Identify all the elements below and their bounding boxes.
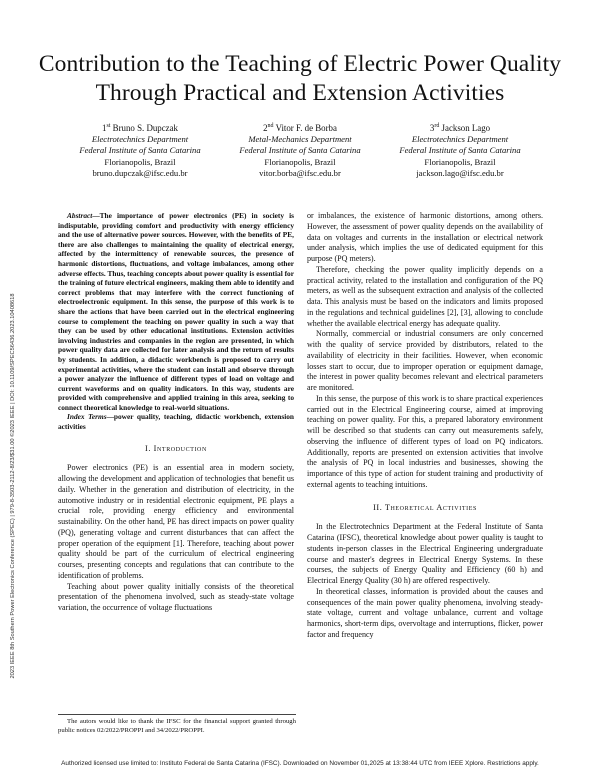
- author-department: Metal-Mechanics Department: [248, 134, 352, 145]
- author-email: bruno.dupczak@ifsc.edu.br: [92, 167, 188, 178]
- body-paragraph: In this sense, the purpose of this work is to share practical experiences carried out in the Electrical Engineering course, aimed at improving teaching on power quality. For this, a prepared laboratory environment will be described so that students can carry out measurements safely, observing the influence of different types of load on PQ indicators. Additionally, reports are presented on extension activities that involve the analysis of PQ in local industries and businesses, showing the importance of this type of action for student training and productivity of external agents to teaching intuitions.: [307, 393, 543, 489]
- author-institution: Federal Institute of Santa Catarina: [399, 145, 521, 156]
- author-institution: Federal Institute of Santa Catarina: [79, 145, 201, 156]
- license-notice: Authorized licensed use limited to: Instituto Federal de Santa Catarina (IFSC). Downloaded on November 01,2025 at 13:38:44 UTC from IEEE Xplore. Restrictions apply.: [61, 760, 539, 767]
- author-city: Florianopolis, Brazil: [424, 156, 496, 167]
- index-terms: Index Terms—power quality, teaching, didactic workbench, extension activities: [58, 412, 294, 432]
- body-paragraph: Normally, commercial or industrial consumers are only concerned with the quality of service provided by distributors, related to the availability of electricity in their facilities. However, when economic losses start to occur, due to improper operation or equipment damage, the interest in power quality becomes relevant and electrical parameters are monitored.: [307, 329, 543, 392]
- body-paragraph: In theoretical classes, information is provided about the causes and consequences of the main power quality phenomena, involving steady-state voltage, current and voltage unbalance, current and voltage harmonics, short-term dips, overvoltage and interruptions, flicker, power factor and frequency: [307, 586, 543, 639]
- section-heading-introduction: I. Introduction: [145, 443, 207, 453]
- section-heading-theoretical-activities: II. Theoretical Activities: [373, 502, 477, 512]
- author-name: 1st Bruno S. Dupczak: [102, 122, 178, 133]
- abstract-paragraph: Abstract—The importance of power electronics (PE) in society is indisputable, providing comfort and productivity with energy efficiency and the use of alternative power sources. However, with the benefits of PE, there are also challenges to maintaining the quality of electrical energy, affected by the intermittency of renewable sources, the presence of harmonic distortions, fluctuations, and voltage imbalances, among other adverse effects. Thus, teaching concepts about power quality is essential for the training of future electrical engineers, making them able to identify and correct problems that may interfere with the correct functioning of electroelectronic equipment. In this sense, the purpose of this work is to share the actions that have been carried out in the electrical engineering course to complement the teaching on power quality in such a way that they can be used by other educational institutions. Extension activities involving industries and companies in the region are presented, in which power quality data are collected for later analysis and the return of results by students. In addition, a didactic workbench is proposed to carry out experimental activities, where the student can install and observe through a power analyzer the influence of different types of load on voltage and current waveforms and on quality indicators. In this way, students are provided with comprehensive and applied training in this area, seeking to connect theoretical knowledge to real-world situations.: [58, 211, 294, 412]
- paper-title: Contribution to the Teaching of Electric Power Quality Through Practical and Extension Activities: [38, 51, 562, 106]
- body-paragraph: or imbalances, the existence of harmonic distortions, among others. However, the assessment of power quality depends on the availability of data on voltages and currents in the installation or electrical network under analysis, which implies the use of dedicated equipment for this purpose (PQ meters).: [307, 211, 543, 263]
- author-institution: Federal Institute of Santa Catarina: [239, 145, 361, 156]
- left-column: [58, 211, 294, 614]
- body-paragraph: Therefore, checking the power quality implicitly depends on a practical activity, related to the installation and configuration of the PQ meters, as well as the subsequent extraction and analysis of the collected data. This analysis must be based on the indicators and limits proposed in the regulations and technical guidelines [2], [3], allowing to conclude whether the available electrical energy has adequate quality.: [307, 264, 543, 328]
- author-email: jackson.lago@ifsc.edu.br: [416, 167, 504, 178]
- author-city: Florianopolis, Brazil: [264, 156, 336, 167]
- author-3: [360, 121, 560, 179]
- body-paragraph: In the Electrotechnics Department at the Federal Institute of Santa Catarina (IFSC), theoretical knowledge about power quality is taught to students in-person classes in the Electrical Engineering undergraduate course and master's degrees in Electrical Energy Systems. In these courses, the subjects of Energy Quality and Efficiency (60 h) and Electrical Energy Quality (30 h) are offered respectively.: [307, 522, 543, 585]
- author-block: [0, 121, 600, 191]
- author-city: Florianopolis, Brazil: [104, 156, 176, 167]
- footnote: The autors would like to thank the IFSC for the financial support granted through public notices 02/2022/PROPPI and 34/2022/PROPPI.: [58, 714, 296, 735]
- author-name: 2nd Vitor F. de Borba: [263, 122, 337, 133]
- body-paragraph: Teaching about power quality initially consists of the theoretical presentation of the phenomena involved, such as steady-state voltage variation, the occurrence of voltage fluctuations: [58, 581, 294, 613]
- abstract: [58, 211, 294, 432]
- author-department: Electrotechnics Department: [91, 134, 189, 145]
- right-column: [307, 211, 543, 641]
- body-paragraph: Power electronics (PE) is an essential area in modern society, allowing the development and application of technologies that benefit us daily. Whether in the generation and distribution of electricity, in the automotive industry or in residential electronic equipment, PE plays a crucial role, providing energy efficiency and environmental sustainability. On the other hand, PE has direct impacts on power quality (PQ), generating voltage and current disturbances that can affect the proper operation of the equipment [1]. Therefore, teaching about power quality should be part of the curriculum of electrical engineering courses, presenting concepts and regulations that can contribute to the identification of problems.: [58, 463, 294, 580]
- author-email: vitor.borba@ifsc.edu.br: [259, 167, 341, 178]
- conference-sidebar: [8, 236, 18, 736]
- author-department: Electrotechnics Department: [411, 134, 509, 145]
- author-name: 3rd Jackson Lago: [429, 122, 491, 133]
- conference-sidebar-text: 2023 IEEE 8th Southern Power Electronics Conference (SPEC) | 979-8-3503-2112-8/23/$31.00 ©2023 IEEE | DOI: 10.1109/SPEC56436.2023.10408618: [10, 293, 16, 679]
